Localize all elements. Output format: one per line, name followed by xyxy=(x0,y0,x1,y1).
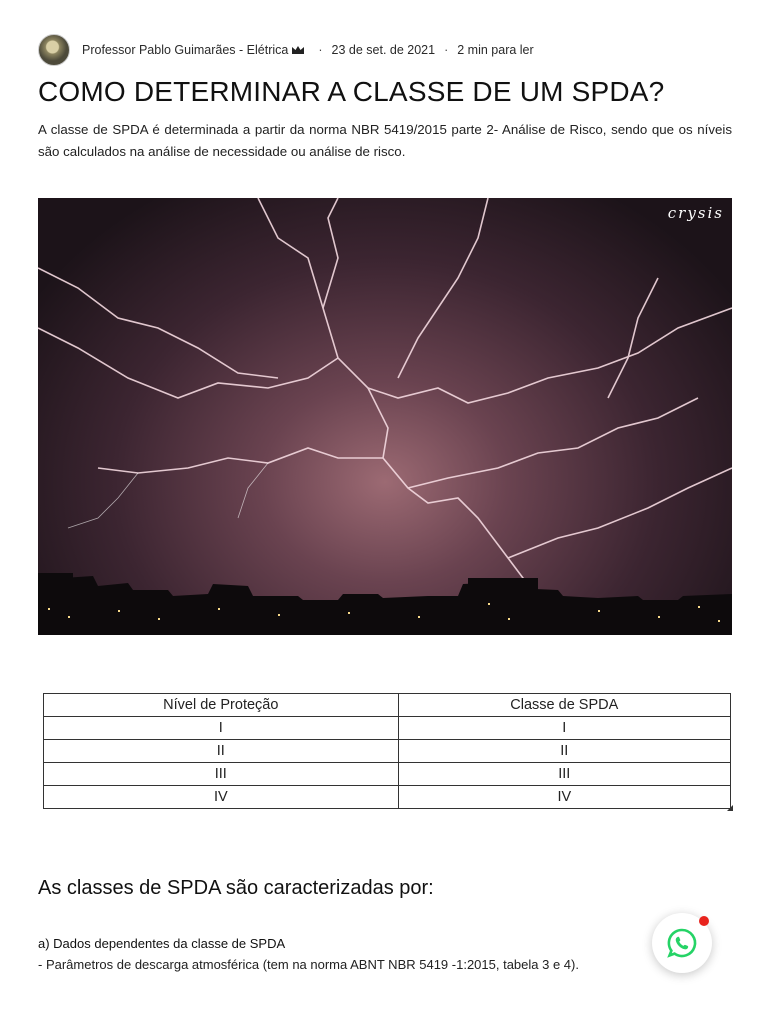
notification-dot xyxy=(699,916,709,926)
table-cell: III xyxy=(398,763,730,786)
whatsapp-icon xyxy=(666,927,698,959)
author-name[interactable]: Professor Pablo Guimarães - Elétrica xyxy=(82,43,289,57)
protection-level-table xyxy=(43,693,731,809)
photo-watermark: crysis xyxy=(667,204,724,222)
table-cell: III xyxy=(44,763,399,786)
table-cell: I xyxy=(44,717,399,740)
crown-icon xyxy=(291,45,305,55)
table-header-row xyxy=(44,694,731,717)
table-row xyxy=(44,786,731,809)
table-header-level: Nível de Proteção xyxy=(44,694,399,717)
post-date: 23 de set. de 2021 xyxy=(331,43,436,57)
read-time: 2 min para ler xyxy=(457,43,534,57)
table-cell: I xyxy=(398,717,730,740)
intro-paragraph: A classe de SPDA é determinada a partir da norma NBR 5419/2015 parte 2- Análise de Risco, sendo que os níveis são calculados na análise de necessidade ou análise de risco. xyxy=(38,122,732,159)
table-cell: II xyxy=(44,740,399,763)
table-row xyxy=(44,717,731,740)
post-meta xyxy=(38,34,534,66)
section-heading: As classes de SPDA são caracterizadas por: xyxy=(38,877,434,899)
table-row xyxy=(44,740,731,763)
table-row xyxy=(44,763,731,786)
table-header-class: Classe de SPDA xyxy=(398,694,730,717)
resize-corner-icon xyxy=(727,805,733,811)
table-cell: IV xyxy=(44,786,399,809)
meta-separator: · xyxy=(444,43,449,57)
section-subheading: a) Dados dependentes da classe de SPDA xyxy=(38,936,286,951)
table-cell: IV xyxy=(398,786,730,809)
meta-separator: · xyxy=(318,43,323,57)
table-cell: II xyxy=(398,740,730,763)
lightning-storm-photo xyxy=(38,198,732,635)
section-detail: - Parâmetros de descarga atmosférica (tem na norma ABNT NBR 5419 -1:2015, tabela 3 e 4). xyxy=(38,957,579,972)
lightning-bolts xyxy=(38,198,732,635)
author-avatar[interactable] xyxy=(38,34,70,66)
post-title: COMO DETERMINAR A CLASSE DE UM SPDA? xyxy=(38,76,665,107)
